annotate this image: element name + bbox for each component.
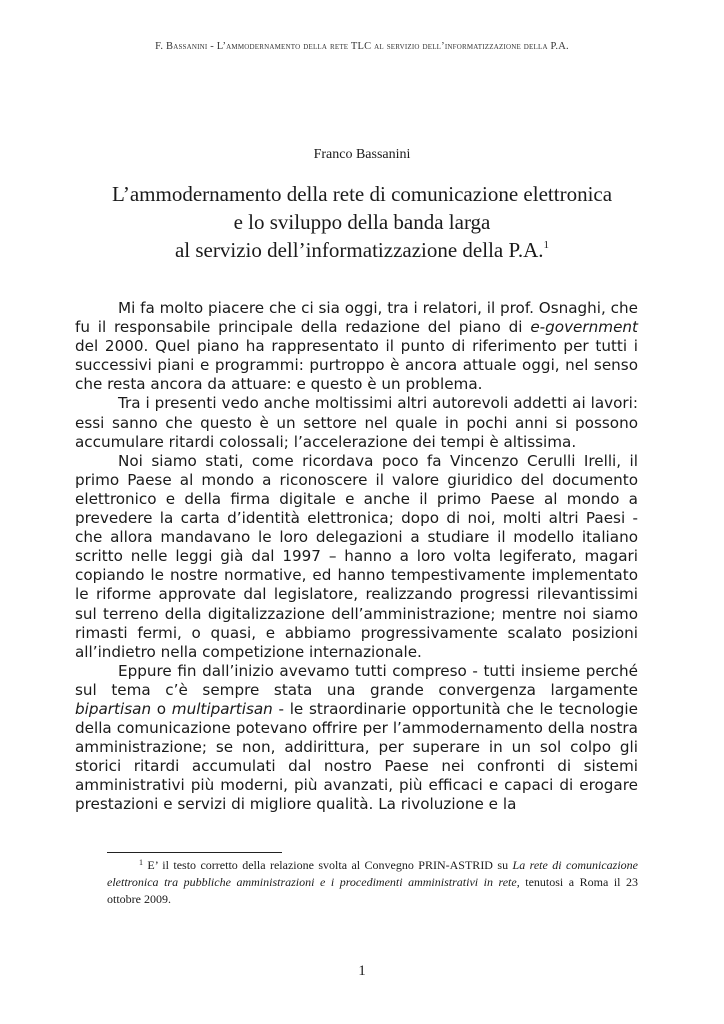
paragraph-4-text-c: - le straordinarie opportunità che le tecnologie della comunicazione potevano offrire per l’ammodernamento della nostra amministrazione; se non, addirittura, per superare in un sol colpo gli storici ritardi accumulati dal nostro Paese nei confronti di sistemi amministrativi più moderni, più avanzati, più efficaci e capaci di erogare prestazioni e servizi di migliore qualità. La rivoluzione e la bbox=[75, 699, 638, 814]
footnote-italic-title: La rete di comunicazione elettronica tra pubbliche amministrazioni e i procedimenti amministrativi in rete, bbox=[107, 858, 639, 889]
footnote-1 bbox=[107, 857, 638, 908]
paragraph-4-italic-1: bipartisan bbox=[75, 699, 152, 718]
paragraph-1-text-b: del 2000. Quel piano ha rappresentato il punto di riferimento per tutti i successivi piani e programmi: purtroppo è ancora attuale oggi, nel senso che resta ancora da attuare: e questo è un problema. bbox=[75, 337, 638, 394]
title-line-1: L’ammodernamento della rete di comunicazione elettronica bbox=[111, 182, 613, 206]
paragraph-4-text-b: o bbox=[151, 699, 172, 718]
body-text bbox=[75, 299, 638, 815]
document-title bbox=[60, 180, 664, 264]
paragraph-1 bbox=[75, 299, 638, 394]
footnote-text-b: tenutosi a Roma il 23 ottobre 2009. bbox=[107, 875, 639, 906]
title-line-3 bbox=[60, 236, 664, 264]
page-number: 1 bbox=[358, 963, 366, 979]
paragraph-4-text-a: Eppure fin dall’inizio avevamo tutti compreso - tutti insieme perché sul tema c’è sempre stata una grande convergenza largamente bbox=[75, 661, 638, 699]
title-line-3-text: al servizio dell’informatizzazione della P.A. bbox=[174, 238, 544, 262]
paragraph-1-text-a: Mi fa molto piacere che ci sia oggi, tra i relatori, il prof. Osnaghi, che fu il responsabile principale della redazione del piano di bbox=[75, 299, 639, 337]
paragraph-4 bbox=[75, 662, 638, 815]
footnote-marker: 1 bbox=[139, 858, 143, 867]
footnote-separator bbox=[107, 852, 282, 853]
paragraph-4-italic-2: multipartisan bbox=[171, 699, 273, 718]
paragraph-1-italic: e-government bbox=[530, 318, 638, 337]
paragraph-2-text: Tra i presenti vedo anche moltissimi altri autorevoli addetti ai lavori: essi sanno che questo è un settore nel quale in pochi anni si possono accumulare ritardi colossali; l’accelerazione dei tempi è altissima. bbox=[75, 394, 638, 451]
footnote-text-a: E’ il testo corretto della relazione svolta al Convegno PRIN-ASTRID su bbox=[143, 858, 513, 872]
title-line-2: e lo sviluppo della banda larga bbox=[233, 210, 491, 234]
author-name: Franco Bassanini bbox=[313, 147, 411, 162]
running-header: F. Bassanini - L’ammodernamento della rete TLC al servizio dell’informatizzazione della P.A. bbox=[155, 41, 569, 52]
title-footnote-ref: 1 bbox=[543, 239, 550, 251]
paragraph-3 bbox=[75, 452, 638, 662]
paragraph-2 bbox=[75, 394, 638, 451]
paragraph-3-text: Noi siamo stati, come ricordava poco fa Vincenzo Cerulli Irelli, il primo Paese al mondo a riconoscere il valore giuridico del documento elettronico e della firma digitale e anche il primo Paese al mondo a prevedere la carta d’identità elettronica; dopo di noi, molti altri Paesi - che allora mandavano le loro delegazioni a studiare il modello italiano scritto nelle leggi già dal 1997 – hanno a loro volta legiferato, magari copiando le nostre normative, ed hanno tempestivamente implementato le riforme approvate dal legislatore, realizzando progressi rilevantissimi sul terreno della digitalizzazione dell’amministrazione; mentre noi siamo rimasti fermi, o quasi, e abbiamo progressivamente scalato posizioni all’indietro nella competizione internazionale. bbox=[75, 451, 638, 661]
